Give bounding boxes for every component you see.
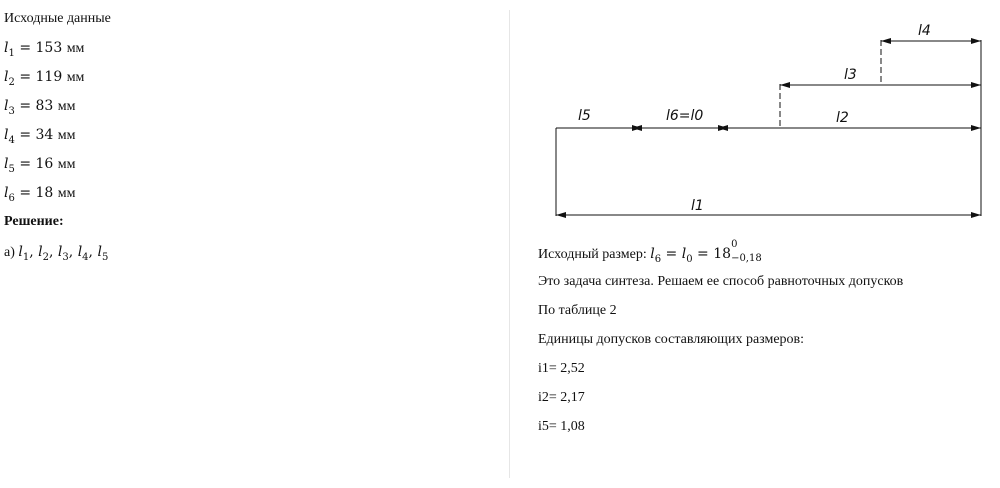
i1-value: i1= 2,52	[538, 361, 585, 376]
source-dimension-line: Исходный размер: $l_6 = l_0 = 18$ 0 −0,18	[538, 239, 762, 265]
synthesis-task-text: Это задача синтеза. Решаем ее способ равноточных допусков	[538, 274, 904, 289]
dimension-chain-diagram	[510, 0, 1000, 240]
dim-label-l6: l6=l0	[666, 108, 704, 124]
i5-value: i5= 1,08	[538, 419, 585, 434]
param-l2: $l_2 = 119$ мм	[4, 69, 85, 88]
param-l5: $l_5 = 16$ мм	[4, 156, 76, 175]
solution-label: Решение:	[4, 214, 64, 229]
dim-label-l4: l4	[918, 23, 931, 39]
param-l4: $l_4 = 34$ мм	[4, 127, 76, 146]
heading-source-data: Исходные данные	[4, 11, 111, 26]
param-l3: $l_3 = 83$ мм	[4, 98, 76, 117]
right-column	[510, 0, 1000, 488]
dim-label-l1: l1	[691, 198, 704, 214]
item-a: а) $l_1$, $l_2$, $l_3$, $l_4$, $l_5$	[4, 244, 109, 263]
dim-label-l2: l2	[836, 110, 849, 126]
tolerance-units-heading: Единицы допусков составляющих размеров:	[538, 332, 805, 347]
table-reference-text: По таблице 2	[538, 303, 617, 318]
param-l6: $l_6 = 18$ мм	[4, 185, 76, 204]
param-l1: $l_1 = 153$ мм	[4, 40, 85, 59]
dim-label-l3: l3	[844, 67, 857, 83]
dim-label-l5: l5	[578, 108, 591, 124]
i2-value: i2= 2,17	[538, 390, 585, 405]
